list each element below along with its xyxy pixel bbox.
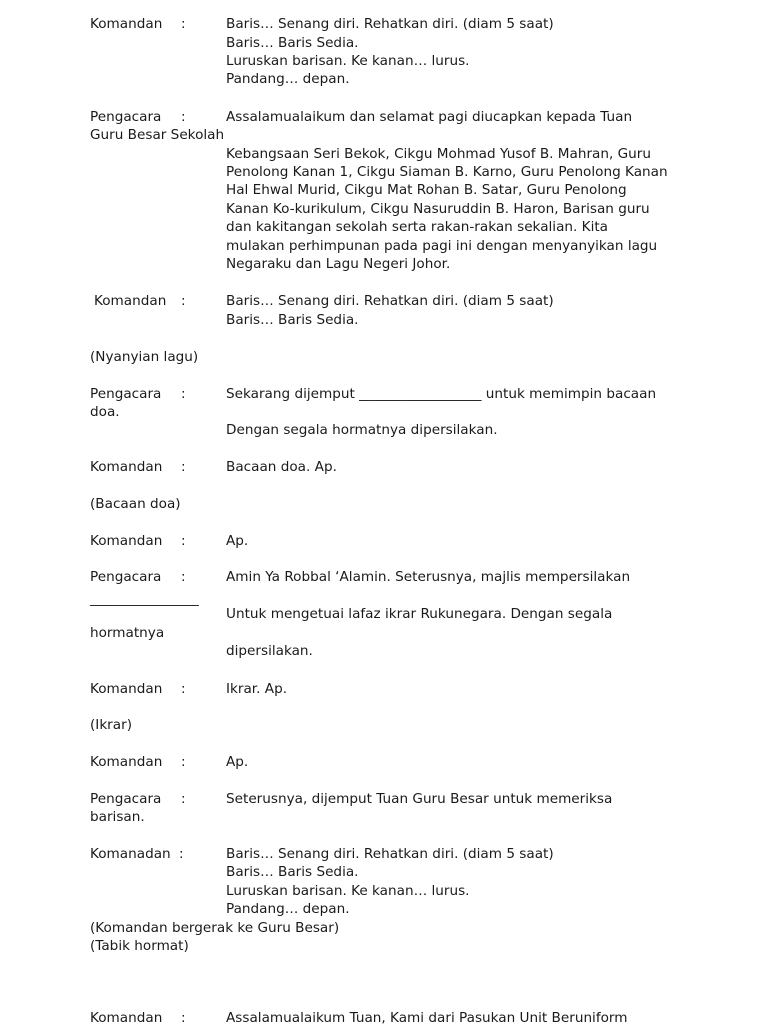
dialogue-line: Baris… Baris Sedia. [226,312,359,328]
speaker-colon: : [181,1010,186,1026]
dialogue-line: Luruskan barisan. Ke kanan… lurus. [226,53,470,69]
dialogue-wrap: hormatnya [90,625,165,641]
speaker-label: Pengacara [90,569,162,585]
speaker-pengacara [90,385,186,403]
dialogue-line: Assalamualaikum Tuan, Kami dari Pasukan Unit Beruniform [226,1010,628,1026]
dialogue-line: Untuk mengetuai lafaz ikrar Rukunegara. Dengan segala [226,606,613,622]
speaker-label: Komandan [90,533,163,549]
dialogue-line: Pandang… depan. [226,901,350,917]
speaker-colon: : [181,533,186,549]
dialogue-line: Bacaan doa. Ap. [226,459,337,475]
stage-note: (Ikrar) [90,717,132,733]
dialogue-line: Kanan Ko-kurikulum, Cikgu Nasuruddin B. Haron, Barisan guru [226,201,650,217]
speaker-komandan [90,753,186,771]
dialogue-line: Baris… Baris Sedia. [226,35,359,51]
speaker-komandan [90,680,186,698]
speaker-colon: : [181,569,186,585]
speaker-label: Pengacara [90,109,162,125]
speaker-label: Komandan [90,1010,163,1026]
speaker-komandan [90,458,186,476]
dialogue-line: Dengan segala hormatnya dipersilakan. [226,422,498,438]
dialogue-line: Seterusnya, dijemput Tuan Guru Besar untuk memeriksa [226,791,613,807]
speaker-komanadan [90,845,184,863]
speaker-colon: : [181,791,186,807]
speaker-label: Komanadan [90,846,171,862]
speaker-komandan [94,292,186,310]
speaker-label: Pengacara [90,386,162,402]
speaker-colon: : [181,681,186,697]
speaker-colon: : [181,459,186,475]
dialogue-line: Ikrar. Ap. [226,681,288,697]
dialogue-line: Baris… Baris Sedia. [226,864,359,880]
speaker-colon: : [181,293,186,309]
speaker-label: Pengacara [90,791,162,807]
dialogue-line: Assalamualaikum dan selamat pagi diucapkan kepada Tuan [226,109,633,125]
speaker-label: Komandan [94,293,167,309]
dialogue-wrap: Guru Besar Sekolah [90,127,225,143]
stage-note: (Komandan bergerak ke Guru Besar) [90,920,340,936]
dialogue-line: Hal Ehwal Murid, Cikgu Mat Rohan B. Satar, Guru Penolong [226,182,627,198]
speaker-colon: : [181,16,186,32]
stage-note: (Nyanyian lagu) [90,349,199,365]
speaker-komandan [90,15,186,33]
speaker-label: Komandan [90,754,163,770]
dialogue-line: Negaraku dan Lagu Negeri Johor. [226,256,451,272]
speaker-komandan [90,532,186,550]
dialogue-line: mulakan perhimpunan pada pagi ini dengan menyanyikan lagu [226,238,658,254]
speaker-colon: : [181,109,186,125]
speaker-label: Komandan [90,459,163,475]
stage-note: (Tabik hormat) [90,938,189,954]
dialogue-line: Kebangsaan Seri Bekok, Cikgu Mohmad Yusof B. Mahran, Guru [226,146,651,162]
dialogue-line: Luruskan barisan. Ke kanan… lurus. [226,883,470,899]
speaker-pengacara [90,568,186,586]
speaker-colon: : [181,754,186,770]
speaker-pengacara [90,790,186,808]
dialogue-line: Ap. [226,754,249,770]
blank-underline: ________________ [90,591,199,607]
dialogue-line: Amin Ya Robbal ‘Alamin. Seterusnya, majlis mempersilakan [226,569,631,585]
stage-note: (Bacaan doa) [90,496,181,512]
dialogue-line: Pandang… depan. [226,71,350,87]
speaker-label: Komandan [90,16,163,32]
dialogue-line: Baris… Senang diri. Rehatkan diri. (diam 5 saat) [226,846,554,862]
speaker-pengacara [90,108,186,126]
speaker-label: Komandan [90,681,163,697]
dialogue-line: Sekarang dijemput __________________ untuk memimpin bacaan [226,386,657,402]
dialogue-line: Baris… Senang diri. Rehatkan diri. (diam 5 saat) [226,16,554,32]
dialogue-line: Baris… Senang diri. Rehatkan diri. (diam 5 saat) [226,293,554,309]
dialogue-line: Ap. [226,533,249,549]
dialogue-wrap: doa. [90,404,120,420]
dialogue-line: Penolong Kanan 1, Cikgu Siaman B. Karno, Guru Penolong Kanan [226,164,668,180]
speaker-colon: : [181,386,186,402]
speaker-colon: : [179,846,184,862]
speaker-komandan [90,1009,186,1027]
dialogue-line: dan kakitangan sekolah serta rakan-rakan sekalian. Kita [226,219,609,235]
dialogue-wrap: barisan. [90,809,145,825]
dialogue-line: dipersilakan. [226,643,313,659]
